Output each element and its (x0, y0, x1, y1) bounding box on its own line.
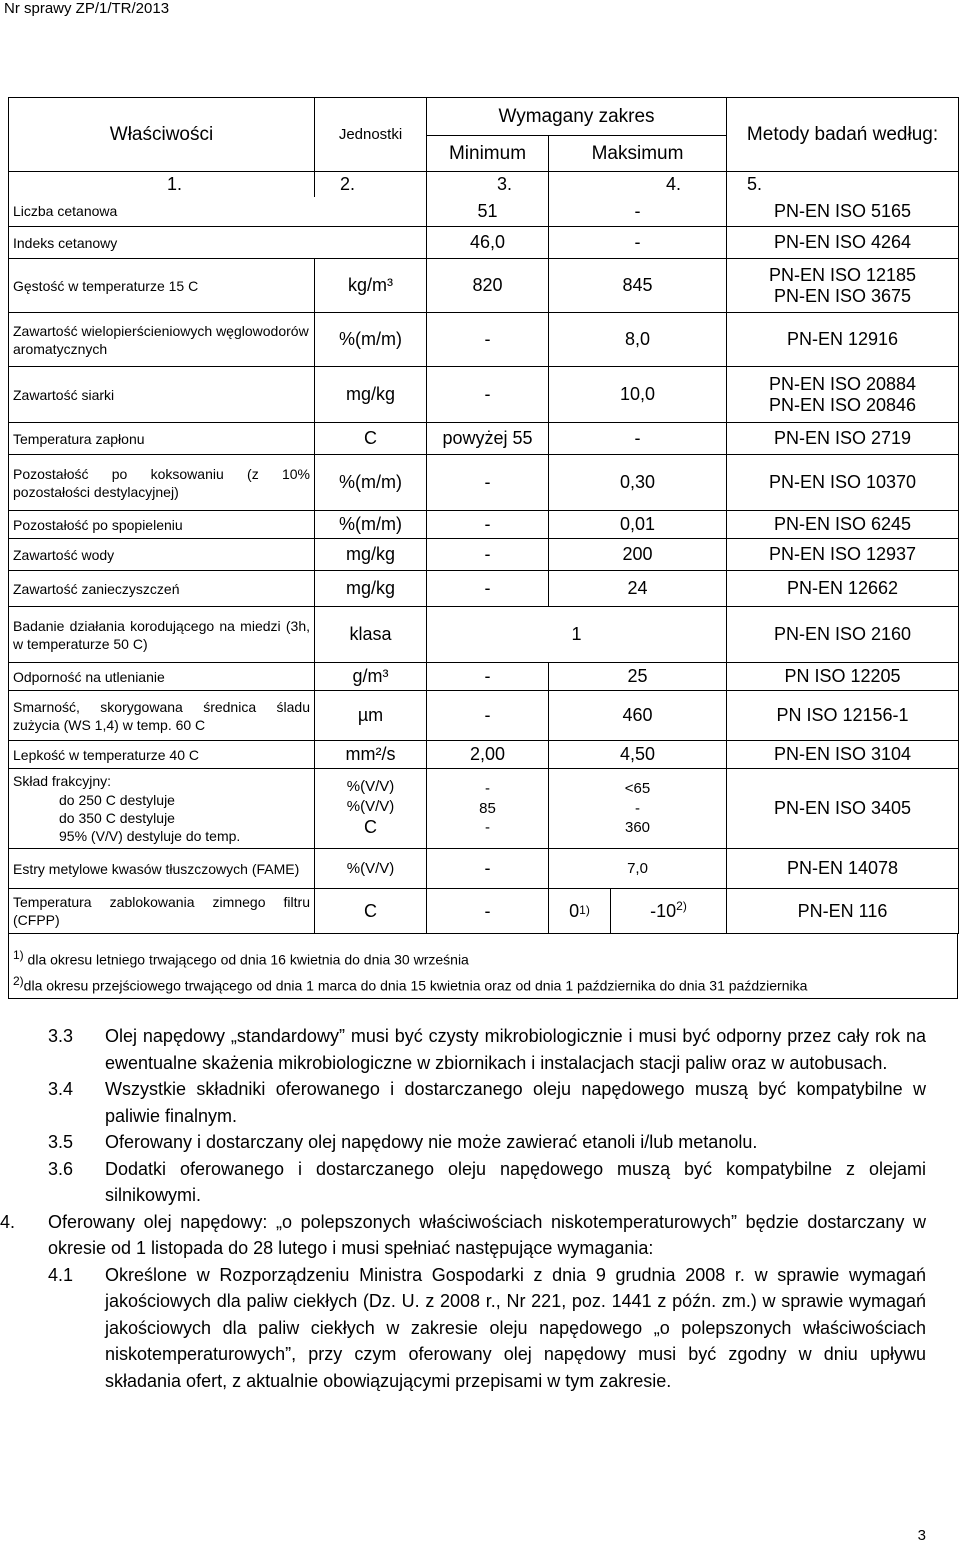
row-method: PN ISO 12156-1 (727, 691, 959, 741)
fractional-maxs (549, 769, 727, 849)
paragraph: 3.3 Olej napędowy „standardowy” musi być czysty mikrobiologicznie i musi być odporny przez cały rok na ewentualne skażenia mikrobiologiczne w zbiornikach i instalacjach stacji paliw oraz w autobusach. (48, 1026, 926, 1073)
row-unit: %(m/m) (315, 455, 427, 511)
row-max: 25 (549, 663, 727, 691)
row-method: PN-EN ISO 10370 (727, 455, 959, 511)
col-number-5: 5. (727, 172, 959, 197)
row-max: 845 (549, 259, 727, 313)
row-min: 820 (427, 259, 549, 313)
row-property: Zawartość zanieczyszczeń (9, 571, 315, 607)
table-row (9, 539, 959, 571)
paragraph: 3.6 Dodatki oferowanego i dostarczanego oleju napędowego muszą być kompatybilne z olejami silnikowymi. (48, 1158, 926, 1205)
row-unit: µm (315, 691, 427, 741)
row-min: - (427, 313, 549, 367)
paragraph: 4.1 Określone w Rozporządzeniu Ministra Gospodarki z dnia 9 grudnia 2008 r. w sprawie wymagań jakościowych dla paliw ciekłych (Dz. U. z 2008 r., Nr 221, poz. 1441 z późn. zm.) w sprawie wymagań jakościowych dla paliw ciekłych w zakresie oleju napędowego „o polepszonych właściwościach niskotemperaturowych”, przy czym oferowany olej napędowy musi być zgodny w dniu upływu składania ofert, z aktualnie obowiązującymi przepisami w tym zakresie. (48, 1264, 926, 1391)
row-method: PN-EN ISO 5165 (727, 197, 959, 227)
fractional-max: - (635, 799, 640, 817)
row-min: 51 (427, 197, 549, 227)
footnote: $^{1)}$ dla okresu letniego trwającego od dnia 16 kwietnia do dnia 30 września (13, 948, 469, 968)
row-unit: mg/kg (315, 571, 427, 607)
fractional-units (315, 769, 427, 849)
row-property: Smarność, skorygowana średnica śladu zużycia (WS 1,4) w temp. 60 C (9, 691, 315, 741)
row-unit: %(m/m) (315, 313, 427, 367)
row-min: powyżej 55 (427, 423, 549, 455)
table-row (9, 511, 959, 539)
method-line: PN-EN ISO 20884 (768, 374, 917, 394)
row-min: - (427, 367, 549, 423)
fractional-line: 95% (V/V) destyluje do temp. (59, 827, 241, 844)
table-row (9, 455, 959, 511)
method-line: PN-EN ISO 12185 (768, 265, 917, 285)
row-method: PN-EN 14078 (727, 849, 959, 889)
table-row (9, 663, 959, 691)
row-method: PN-EN ISO 2160 (727, 607, 959, 663)
header-properties: Właściwości (9, 98, 315, 172)
header-range: Wymagany zakres (427, 98, 727, 136)
table-row (9, 607, 959, 663)
row-unit: C (315, 423, 427, 455)
header-max: Maksimum (549, 136, 727, 172)
row-max: 200 (549, 539, 727, 571)
row-max: 460 (549, 691, 727, 741)
specification-table (8, 97, 959, 934)
row-method: PN-EN 116 (727, 889, 959, 934)
row-unit: kg/m³ (315, 259, 427, 313)
row-method: PN ISO 12205 (727, 663, 959, 691)
col-number-3: 3. (427, 172, 549, 197)
row-property: Indeks cetanowy (9, 227, 427, 259)
row-property: Odporność na utlenianie (9, 663, 315, 691)
row-value: 1 (427, 607, 727, 663)
row-property: Gęstość w temperaturze 15 C (9, 259, 315, 313)
method-line: PN-EN ISO 20846 (768, 394, 917, 415)
row-min: - (427, 571, 549, 607)
fractional-title: Skład frakcyjny: (13, 773, 112, 790)
col-number-4: 4. (549, 172, 727, 197)
paragraph: 3.5 Oferowany i dostarczany olej napędowy nie może zawierać etanoli i/lub metanolu. (48, 1132, 758, 1152)
row-property: Estry metylowe kwasów tłuszczowych (FAME) (9, 849, 315, 889)
row-unit: C (315, 889, 427, 934)
row-property: Lepkość w temperaturze 40 C (9, 741, 315, 769)
row-max: 0,30 (549, 455, 727, 511)
row-min: - (427, 663, 549, 691)
paragraph: 4. Oferowany olej napędowy: „o polepszonych właściwościach niskotemperaturowych” będzie dostarczany w okresie od 1 listopada do 28 lutego i musi spełniać następujące wymagania: (0, 1211, 926, 1258)
row-property: Zawartość siarki (9, 367, 315, 423)
header-min: Minimum (427, 136, 549, 172)
row-unit: %(V/V) (315, 849, 427, 889)
row-method (727, 367, 959, 423)
footnote: $^{2)}$dla okresu przejściowego trwającego od dnia 1 marca do dnia 15 kwietnia oraz od dnia 1 października do dnia 31 października (13, 973, 808, 994)
header-units: Jednostki (315, 98, 427, 172)
fractional-unit: C (364, 817, 377, 838)
row-min: 2,00 (427, 741, 549, 769)
row-method: PN-EN 12662 (727, 571, 959, 607)
row-property: Zawartość wody (9, 539, 315, 571)
fractional-max: <65 (624, 780, 651, 798)
fractional-max: 360 (624, 819, 651, 837)
row-unit: klasa (315, 607, 427, 663)
row-max: 0,01 (549, 511, 727, 539)
page-number: 3 (917, 1527, 926, 1544)
table-row (9, 227, 959, 259)
row-unit: mg/kg (315, 539, 427, 571)
row-property: Pozostałość po koksowaniu (z 10% pozostałości destylacyjnej) (9, 455, 315, 511)
row-method: PN-EN ISO 3104 (727, 741, 959, 769)
summer-value: 0 1) (549, 889, 611, 933)
fractional-unit: %(V/V) (346, 778, 395, 796)
row-method: PN-EN ISO 6245 (727, 511, 959, 539)
table-row (9, 571, 959, 607)
table-row (9, 313, 959, 367)
table-row (9, 197, 959, 227)
row-min: - (427, 889, 549, 934)
row-seasonal (549, 889, 727, 934)
fractional-property (9, 769, 315, 849)
row-unit: mg/kg (315, 367, 427, 423)
row-min: - (427, 455, 549, 511)
table-row (9, 691, 959, 741)
row-method: PN-EN ISO 12937 (727, 539, 959, 571)
row-max: 4,50 (549, 741, 727, 769)
row-property: Zawartość wielopierścieniowych węglowodorów aromatycznych (9, 313, 315, 367)
fractional-line: do 350 C destyluje (59, 809, 175, 826)
paragraph: 3.4 Wszystkie składniki oferowanego i dostarczanego oleju napędowego muszą być kompatybilne w paliwie finalnym. (48, 1079, 926, 1126)
row-min: 46,0 (427, 227, 549, 259)
row-max: - (549, 197, 727, 227)
header-methods: Metody badań według: (727, 98, 959, 172)
fractional-method: PN-EN ISO 3405 (727, 769, 959, 849)
row-method (727, 259, 959, 313)
winter-value: -10$^{2)}$ (650, 899, 687, 922)
table-row (9, 741, 959, 769)
row-property: Temperatura zablokowania zimnego filtru (CFPP) (9, 889, 315, 934)
table-row-fractional (9, 769, 959, 849)
table-row (9, 423, 959, 455)
fractional-line: do 250 C destyluje (59, 791, 175, 808)
document-number: Nr sprawy ZP/1/TR/2013 (4, 0, 170, 17)
body-text (0, 1023, 960, 1394)
fractional-min: - (485, 819, 490, 837)
row-max: 24 (549, 571, 727, 607)
fractional-min: 85 (479, 799, 496, 817)
row-max: - (549, 423, 727, 455)
fractional-mins (427, 769, 549, 849)
row-property: Temperatura zapłonu (9, 423, 315, 455)
table-row (9, 259, 959, 313)
method-line: PN-EN ISO 3675 (773, 285, 912, 306)
row-property: Pozostałość po spopieleniu (9, 511, 315, 539)
row-max: 10,0 (549, 367, 727, 423)
col-number-1: 1. (9, 172, 315, 197)
row-max: 7,0 (549, 849, 727, 889)
row-unit: mm²/s (315, 741, 427, 769)
col-number-2: 2. (315, 172, 427, 197)
row-max: - (549, 227, 727, 259)
row-max: 8,0 (549, 313, 727, 367)
row-method: PN-EN 12916 (727, 313, 959, 367)
row-min: - (427, 849, 549, 889)
row-min: - (427, 511, 549, 539)
fractional-unit: %(V/V) (346, 797, 395, 815)
row-min: - (427, 539, 549, 571)
row-unit: %(m/m) (315, 511, 427, 539)
fractional-min: - (485, 780, 490, 798)
table-row (9, 367, 959, 423)
row-min: - (427, 691, 549, 741)
table-row (9, 849, 959, 889)
row-property: Liczba cetanowa (9, 197, 427, 227)
footnotes (8, 933, 958, 999)
row-unit: g/m³ (315, 663, 427, 691)
row-method: PN-EN ISO 4264 (727, 227, 959, 259)
row-method: PN-EN ISO 2719 (727, 423, 959, 455)
table-row (9, 889, 959, 934)
row-property: Badanie działania korodującego na miedzi (3h, w temperaturze 50 C) (9, 607, 315, 663)
